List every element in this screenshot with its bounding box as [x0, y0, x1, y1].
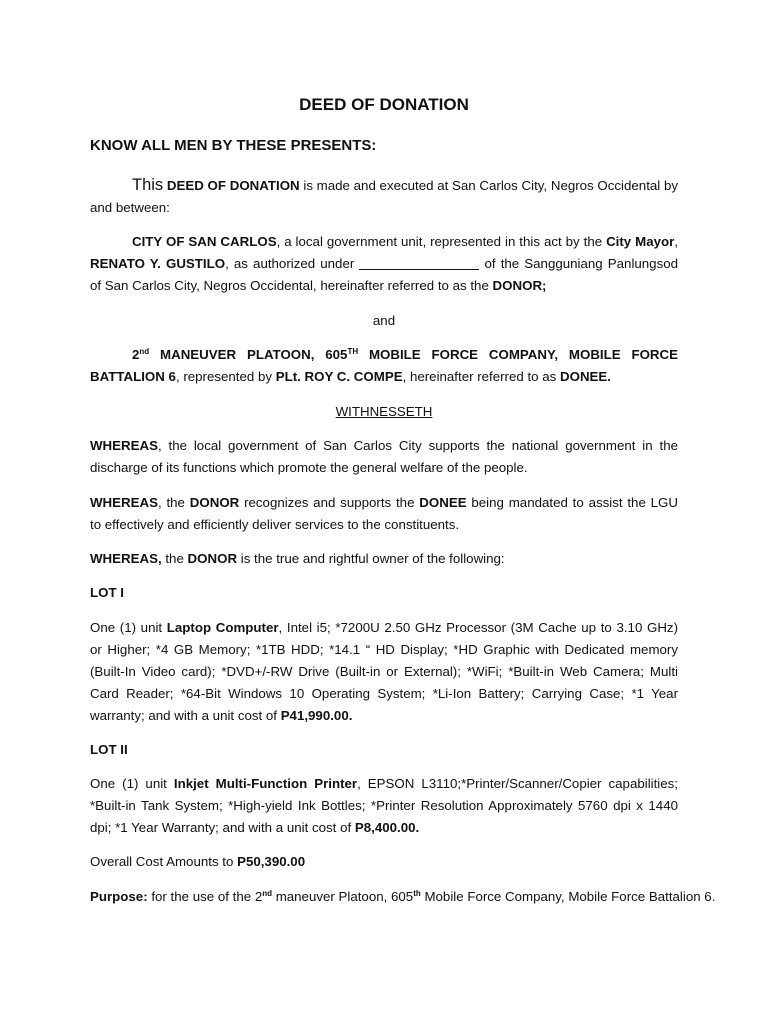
whereas-2	[90, 492, 678, 536]
donor-label: DONOR;	[492, 278, 547, 293]
lot-2-text-2: , EPSON L3110;*Printer/Scanner/Copier capabilities; *Built-in Tank System; *High-yield Ink Bottles; *Printer Resolution Approximately 5760 dpi x 1440 dpi; *1 Year Warranty; and with a unit cost of	[90, 776, 678, 835]
intro-this: This	[132, 176, 164, 194]
lot-2-description	[90, 773, 678, 839]
donee-paragraph	[90, 344, 678, 388]
lot-1-heading: LOT I	[90, 585, 124, 600]
whereas-1-label: WHEREAS	[90, 438, 158, 453]
overall-cost-amount: P50,390.00	[237, 854, 306, 869]
purpose-sup-2: th	[413, 889, 421, 898]
donee-sup-1: nd	[139, 347, 150, 356]
whereas-3-text-1: the	[161, 551, 188, 566]
lot-1-description	[90, 617, 678, 727]
lot-2-item: Inkjet Multi-Function Printer	[173, 776, 358, 791]
lot-2-text-1: One (1) unit	[90, 776, 174, 791]
donee-sup-2: TH	[347, 347, 359, 356]
donee-num: 2	[132, 347, 140, 362]
donor-text-3: , as authorized under	[225, 256, 360, 271]
lot-2-cost: P8,400.00.	[354, 820, 420, 835]
donee-text-4: , hereinafter referred to as	[402, 369, 560, 384]
whereas-2-text-1: , the	[157, 495, 190, 510]
donee-text-1: MANEUVER PLATOON, 605	[149, 347, 348, 362]
whereas-2-text-2: recognizes and supports the	[239, 495, 420, 510]
overall-cost	[90, 851, 678, 873]
intro-rest: is made and executed at San Carlos City, Negros Occidental by and between:	[90, 178, 678, 215]
purpose-paragraph	[90, 886, 739, 908]
whereas-1-text: , the local government of San Carlos City supports the national government in the discharge of its functions which promote the general welfare of the people.	[90, 438, 678, 475]
donor-text-4: of the Sangguniang Panlungsod of San Carlos City, Negros Occidental, hereinafter referred to as the	[90, 256, 679, 293]
donee-text-2: MOBILE FORCE COMPANY, MOBILE FORCE BATTALION 6	[90, 347, 678, 384]
overall-cost-text: Overall Cost Amounts to	[90, 854, 238, 869]
whereas-2-label: WHEREAS	[90, 495, 158, 510]
lot-1-text-1: One (1) unit	[90, 620, 167, 635]
purpose-text-3: Mobile Force Company, Mobile Force Battalion 6.	[420, 889, 716, 904]
donor-text-1: , a local government unit, represented in this act by the	[276, 234, 607, 249]
and-text: and	[372, 313, 396, 328]
lot-2-heading: LOT II	[90, 742, 128, 757]
donor-city: CITY OF SAN CARLOS	[132, 234, 277, 249]
whereas-3-text-2: is the true and rightful owner of the following:	[237, 551, 505, 566]
donee-label: DONEE.	[560, 369, 611, 384]
whereas-1	[90, 435, 678, 479]
whereas-2-text-3: being mandated to assist the LGU to effectively and efficiently deliver services to the constituents.	[90, 495, 678, 532]
donor-mayor-name: RENATO Y. GUSTILO	[90, 256, 226, 271]
purpose-text-1: for the use of the 2	[147, 889, 263, 904]
intro-deed: DEED OF DONATION	[166, 178, 300, 193]
know-all-heading: KNOW ALL MEN BY THESE PRESENTS:	[90, 137, 377, 154]
lot-1-text-2: , Intel i5; *7200U 2.50 GHz Processor (3M Cache up to 3.10 GHz) or Higher; *4 GB Memory; *1TB HDD; *14.1 “ HD Display; *HD Graphic with Dedicated memory (Built-In Video card); *DVD+/-RW Drive (Built-in or External); *WiFi; *Built-in Web Camera; Multi Card Reader; *64-Bit Windows 10 Operating System; *Li-Ion Battery; Carrying Case; *1 Year warranty; and with a unit cost of	[90, 620, 679, 723]
purpose-label: Purpose:	[90, 889, 148, 904]
witnesseth-heading: WITHNESSETH	[335, 404, 433, 419]
purpose-text-2: maneuver Platoon, 605	[272, 889, 414, 904]
authorization-blank	[359, 255, 479, 270]
whereas-3-label: WHEREAS,	[90, 551, 162, 566]
donee-representative: PLt. ROY C. COMPE	[275, 369, 403, 384]
whereas-2-donee: DONEE	[419, 495, 467, 510]
intro-paragraph	[90, 174, 678, 219]
donee-text-3: , represented by	[175, 369, 276, 384]
lot-1-item: Laptop Computer	[166, 620, 279, 635]
donor-paragraph	[90, 231, 678, 297]
document-title: DEED OF DONATION	[299, 95, 469, 114]
donor-mayor-title: City Mayor	[606, 234, 675, 249]
lot-1-cost: P41,990.00.	[280, 708, 353, 723]
whereas-2-donor: DONOR	[189, 495, 240, 510]
donor-text-2: ,	[674, 234, 678, 249]
whereas-3	[90, 548, 678, 570]
whereas-3-donor: DONOR	[187, 551, 238, 566]
purpose-sup-1: nd	[262, 889, 272, 898]
